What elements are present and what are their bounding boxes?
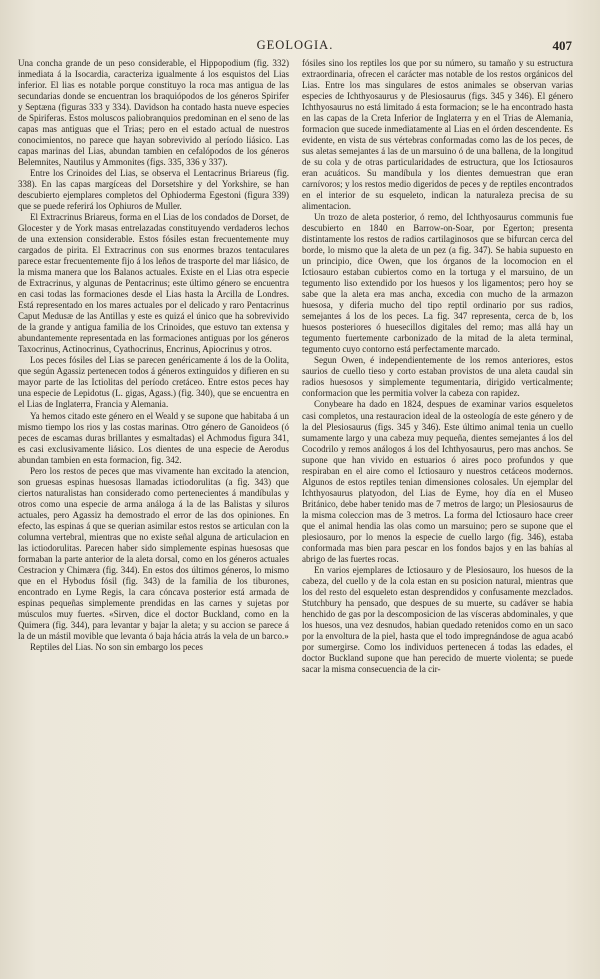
paragraph: El Extracrinus Briareus, forma en el Lias de los condados de Dorset, de Glocester y de York masas entrelazadas constituyendo verdaderos lechos de una extension considerable. Estos fósiles estan frecuentemente muy cargados de pirita. El Extracrinus con sus enormes brazos tentaculares parece estar frecuentemente fijo á los leños de trasporte del mar liásico, de la misma manera que los Balanos actuales. Existe en el Lias otra especie de Extracrinus, y algunas de Pentacrinus; este último género se encuentra en casi todas las formaciones desde el Lias hasta la Arcilla de Londres. Está representado en los mares actuales por el delicado y raro Pentacrinus Caput Medusæ de las Antillas y este es quizá el único que ha sobrevivido de la grande y antigua familia de los Crinoides, que estuvo tan extensa y abundantemente representada en las formaciones antiguas por los géneros Taxocrinus, Actinocrinus, Cyathocrinus, Encrinus, Apiocrinus y otros. — [18, 212, 289, 355]
paragraph: fósiles sino los reptiles los que por su número, su tamaño y su estructura extraordinaria, ofrecen el carácter mas notable de los restos orgánicos del Lias. Entre los mas singulares de estos animales se observan varias especies de Ichthyosaurus y de Plesiosaurus (figs. 345 y 346). El género Ichthyosaurus no está limitado á esta formacion; se le ha encontrado hasta en las capas de la Creta Inferior de Inglaterra y en el Trias de Alemania, formacion que sucede inmediatamente al Lias en el órden descendente. Es evidente, en vista de sus vértebras conformadas como las de los peces, de sus aletas semejantes á las de un marsuino ó de una ballena, de la longitud de su cola y de otras particularidades de estructura, que los Ictiosauros eran acuáticos. Su mandíbula y los dientes demuestran que eran carnívoros; y los restos medio digeridos de peces y de reptiles encontrados en el interior de su esqueleto, indican la naturaleza precisa de su alimentacion. — [302, 58, 573, 212]
paragraph: Segun Owen, é independientemente de los remos anteriores, estos saurios de cuello tieso y corto estaban provistos de una aleta caudal sin radios huesosos y simplemente tegumentaria, dirigido verticalmente; conformacion que les permitia volver la cabeza con rapidez. — [302, 355, 573, 399]
paragraph: Los peces fósiles del Lias se parecen genéricamente á los de la Oolita, que según Agassiz pertenecen todos á géneros extinguidos y difieren en su mayor parte de las Ictiolitas del período cretáceo. Entre estos peces hay una especie de Lepidotus (L. gigas, Agass.) (fig. 340), que se encuentra en el Lias de Inglaterra, Francia y Alemania. — [18, 355, 289, 410]
paragraph: En varios ejemplares de Ictiosauro y de Plesiosauro, los huesos de la cabeza, del cuello y de la cola estan en su posicion natural, mientras que los del resto del esqueleto estan desprendidos y confusamente mezclados. Stutchbury ha pensado, que despues de su muerte, su cadáver se habia henchido de gas por la descomposicion de las vísceras abdominales, y que los huesos, una vez desnudos, habian quedado retenidos como en un saco por la envoltura de la piel, hasta que el todo impregnándose de agua acabó por sumergirse. Como los individuos pertenecen á todas las edades, el doctor Buckland supone que han perecido de muerte violenta; se puede sacar la misma consecuencia de la cir- — [302, 564, 573, 674]
paragraph: Ya hemos citado este género en el Weald y se supone que habitaba á un mismo tiempo los rios y las costas marinas. Otro género de Ganoideos (ó peces de escamas duras brillantes y esmaltadas) el Achmodus figura 341, es casi exclusivamente liásico. Los dientes de una especie de Aerodus abundan tambien en esta formacion, fig. 342. — [18, 410, 289, 465]
running-title: GEOLOGIA. — [256, 38, 334, 52]
page-header — [18, 38, 572, 56]
right-column — [302, 58, 573, 970]
paragraph: Una concha grande de un peso considerable, el Hippopodium (fig. 332) inmediata á la Isocardia, caracteriza igualmente á los esquistos del Lias inferior. El lias es notable porque constituyo la roca mas antigua de las secundarias donde se encuentran los braquiópodos de los géneros Spirifer y Septæna (figuras 333 y 334). Davidson ha contado hasta nueve especies de Spiriferas. Estos moluscos paliobranquios predominan en el seno de las capas mas antiguas que el Trias; pero en el estado actual de nuestros conocimientos, no parece que hayan sobrevivido al período liásico. Las capas marinas del Lias, abundan tambien en cefalópodos de los géneros Belemnites, Nautilus y Ammonites (figs. 335, 336 y 337). — [18, 58, 289, 168]
paragraph: Entre los Crinoides del Lias, se observa el Lentacrinus Briareus (fig. 338). En las capas margíceas del Dorsetshire y del Yorkshire, se han descubierto ejemplares completos del Ophioderma Egestoni (figura 339) que se puede referirá los Ophiuros de Muller. — [18, 168, 289, 212]
paragraph: Pero los restos de peces que mas vivamente han excitado la atencion, son gruesas espinas huesosas llamadas ictiodorulitas (a fig. 343) que ciertos naturalistas han considerado como pertenecientes á mandíbulas y otros como una especie de arma análoga á la de las Balistas y siluros actuales, pero Agassiz ha demostrado el error de las dos opiniones. En efecto, las espinas á que se querian asimilar estos restos se articulan con la columna vertebral, mientras que no existe señal alguna de articulacion en las ictiodorulitas. Parecen haber sido simplemente espinas huesosas que formaban la parte anterior de la aleta dorsal, como en los géneros actuales Cestracion y Chimæra (fig. 344). En estos dos últimos géneros, lo mismo que en el Hybodus fósil (fig. 343) de la familia de los tiburones, encontrado en Lyme Regis, la cara cóncava posterior está armada de espinas pequeñas simplemente prendidas en las carnes y sujetas por músculos muy fuertes. «Sirven, dice el doctor Buckland, como en la Quimera (fig. 344), para levantar y bajar la aleta; y su accion se parece á la de un mástil movible que levanta ó baja hácia atrás la vela de un barco.» — [18, 465, 289, 641]
paragraph: Conybeare ha dado en 1824, despues de examinar varios esqueletos casi completos, una restauracion ideal de la osteología de este género y de la del Plesiosaurus (figs. 345 y 346). Este último animal tenia un cuello sumamente largo y una cabeza muy pequeña, dientes semejantes á los del Cocodrilo y remos análogos á los del Ichthyosaurus, pero mas anchos. Se supone que han vivido en estuarios ó aires poco profundos y que respiraban en el aire como el Ictiosauro y nuestros cetáceos modernos. Algunos de estos reptiles tenian dimensiones colosales. Un ejemplar del Ichthyosaurus platyodon, del Lias de Eyme, hoy día en el Museo Británico, debe haber tenido mas de 7 metros de largo; un Plesiosaurus de la misma coleccion mas de 3 metros. La forma del Ictiosauro hace creer que el animal hendia las olas como un marsuino; pero se supone que el plesiosauro, por lo menos la especie de cuello largo (fig. 346), estaba conformada mas bien para pescar en los fondos bajos y en las bahías al abrigo de las fuertes rocas. — [302, 399, 573, 564]
paragraph: Un trozo de aleta posterior, ó remo, del Ichthyosaurus communis fue descubierto en 1840 en Barrow-on-Soar, por Egerton; presenta distintamente los restos de radios cartilaginosos que se bifurcan cerca del borde, lo mismo que la aleta de un pez (a fig. 347). Se habia supuesto en un principio, dice Owen, que los órganos de la locomocion en el Ictiosauro estaban cubiertos como en la tortuga y el marsuino, de un tegumento liso extendido por los huesos y los ligamentos; pero hoy se sabe que la aleta era mas ancha, excedia con mucho de la armazon huesosa, y diferia mucho del tipo reptil ordinario por sus radios, semejantes á los de los peces. La fig. 347 representa, cerca de b, los huesos posteriores ó huesecillos digitales del remo; mas allá hay un tegumento fuertemente carbonizado de la mitad de la aleta terminal, tegumento cuyo contorno está perfectamente marcado. — [302, 212, 573, 355]
page-number: 407 — [552, 38, 572, 53]
section-heading-paragraph: Reptiles del Lias. No son sin embargo los peces — [30, 641, 203, 652]
left-column — [18, 58, 289, 970]
text-columns — [18, 58, 573, 970]
